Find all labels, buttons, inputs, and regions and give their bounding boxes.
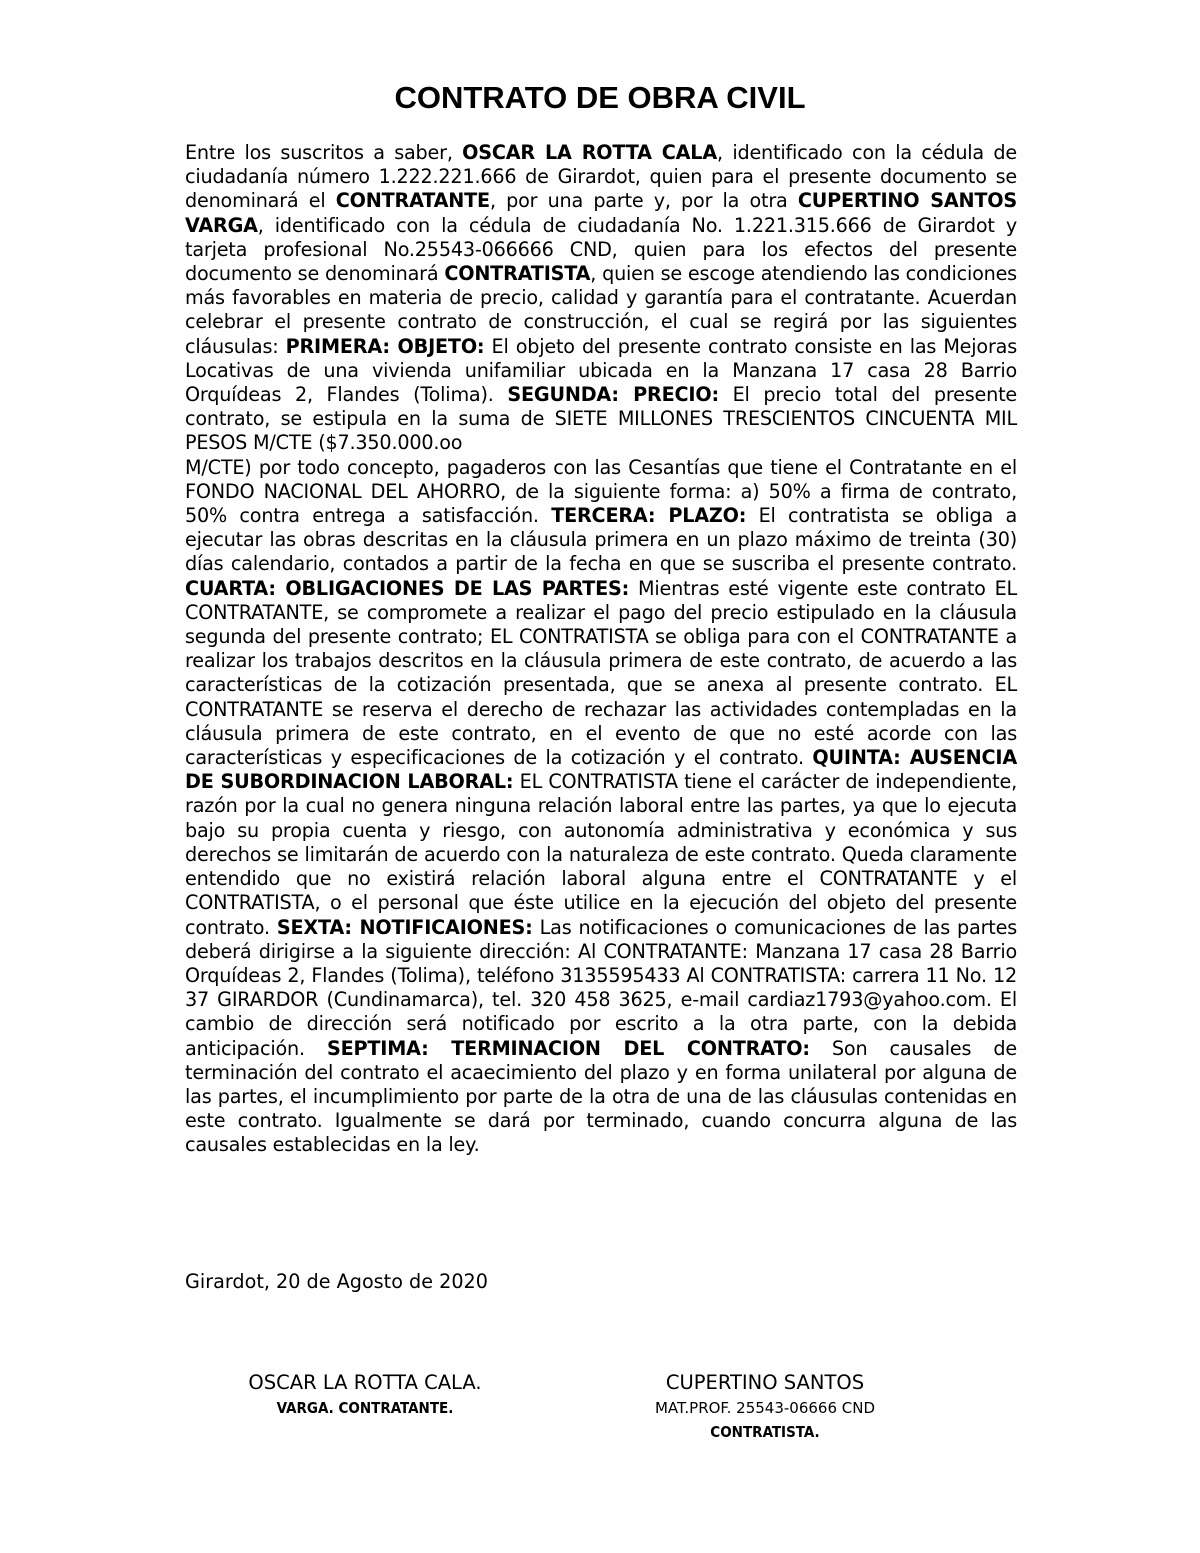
clause-heading: SEXTA: NOTIFICAIONES: [276, 915, 533, 939]
contract-text: El precio total del presente contrato, se estipula en la suma de SIETE MILLONES TRESCIENTOS CINCUENTA MIL PESOS M/CTE ($7.350.000.oo [185, 383, 1018, 455]
contract-text: Entre los suscritos a saber, [185, 141, 463, 164]
contract-body [185, 141, 1017, 1158]
contract-text: EL CONTRATISTA tiene el carácter de independiente, razón por la cual no genera ninguna relación laboral entre las partes, ya que lo ejecuta bajo su propia cuenta y riesgo, con autonomía administrativa y económica y sus derechos se limitarán de acuerdo con la naturaleza de este contrato. Queda claramente entendido que no existirá relación laboral alguna entre el CONTRATANTE y el CONTRATISTA, o el personal que éste utilice en la ejecución del objeto del presente contrato. [185, 770, 1017, 939]
clause-heading: PRIMERA: OBJETO: [285, 334, 485, 358]
contract-paragraph-2 [185, 456, 1017, 1158]
document-title: CONTRATO DE OBRA CIVIL [394, 80, 806, 115]
clause-heading: TERCERA: PLAZO: [551, 504, 747, 528]
clause-heading: CUPERTINO SANTOS VARGA [185, 189, 1017, 237]
contract-text: El objeto del presente contrato consiste en las Mejoras Locativas de una vivienda unifamiliar ubicada en la Manzana 17 casa 28 Barrio Orquídeas 2, Flandes (Tolima). [185, 334, 1017, 407]
signature-license: MAT.PROF. 25543-06666 CND [654, 1399, 876, 1417]
clause-heading: SEPTIMA: TERMINACION DEL CONTRATO: [327, 1036, 810, 1060]
clause-heading: CUARTA: OBLIGACIONES DE LAS PARTES: [185, 576, 630, 600]
clause-heading: CONTRATANTE [335, 189, 490, 213]
contract-text: M/CTE) por todo concepto, pagaderos con las Cesantías que tiene el Contratante en el FONDO NACIONAL DEL AHORRO, de la siguiente forma: a) 50% a firma de contrato, 50% contra entrega a satisfacción. [185, 455, 1017, 528]
contract-text: , por una parte y, por la otra [489, 189, 798, 213]
contract-text: Son causales de terminación del contrato el acaecimiento del plazo y en forma unilateral por alguna de las partes, el incumplimiento por parte de la otra de una de las cláusulas contenidas en este contrato. Igualmente se dará por terminado, cuando concurra alguna de las causales establecidas en la ley. [185, 1036, 1017, 1157]
contract-text: Las notificaciones o comunicaciones de las partes deberá dirigirse a la siguiente dirección: Al CONTRATANTE: Manzana 17 casa 28 Barrio Orquídeas 2, Flandes (Tolima), teléfono 3135595433 Al CONTRATISTA: carrera 11 No. 12 37 GIRARDOR (Cundinamarca), tel. 320 458 3625, e-mail cardiaz1793@yahoo.com. El cambio de dirección será notificado por escrito a la otra parte, con la debida anticipación. [185, 915, 1017, 1060]
signature-block-contratista [590, 1370, 940, 1444]
signature-name: OSCAR LA ROTTA CALA. [248, 1371, 482, 1394]
clause-heading: QUINTA: AUSENCIA DE SUBORDINACION LABORAL: [185, 746, 1017, 794]
contract-text: , identificado con la cédula de ciudadanía No. 1.221.315.666 de Girardot y tarjeta profesional No.25543-066666 CND, quien para los efectos del presente documento se denominará [185, 213, 1017, 286]
contract-text: Mientras esté vigente este contrato EL CONTRATANTE, se compromete a realizar el pago del precio estipulado en la cláusula segunda del presente contrato; EL CONTRATISTA se obliga para con el CONTRATANTE a realizar los trabajos descritos en la cláusula primera de este contrato, de acuerdo a las características de la cotización presentada, que se anexa al presente contrato. EL CONTRATANTE se reserva el derecho de rechazar las actividades contempladas en la cláusula primera de este contrato, en el evento de que no esté acorde con las características y especificaciones de la cotización y el contrato. [185, 576, 1017, 770]
clause-heading: SEGUNDA: PRECIO: [507, 383, 719, 407]
clause-heading: OSCAR LA ROTTA CALA [462, 141, 717, 164]
signature-block-contratante [190, 1370, 540, 1420]
contract-paragraph-1 [185, 141, 1017, 456]
date-line: Girardot, 20 de Agosto de 2020 [185, 1270, 488, 1293]
contract-text: El contratista se obliga a ejecutar las obras descritas en la cláusula primera en un plazo máximo de treinta (30) días calendario, contados a partir de la fecha en que se suscriba el presente contrato. [185, 504, 1017, 576]
contract-text: , identificado con la cédula de ciudadanía número 1.222.221.666 de Girardot, quien para el presente documento se denominará el [185, 141, 1017, 213]
clause-heading: CONTRATISTA [444, 262, 591, 286]
contract-text: , quien se escoge atendiendo las condiciones más favorables en materia de precio, calidad y garantía para el contratante. Acuerdan celebrar el presente contrato de construcción, el cual se regirá por las siguientes cláusulas: [185, 262, 1017, 358]
signature-role: VARGA. CONTRATANTE. [276, 1399, 454, 1417]
signature-role: CONTRATISTA. [710, 1423, 820, 1441]
signature-name: CUPERTINO SANTOS [665, 1371, 865, 1394]
